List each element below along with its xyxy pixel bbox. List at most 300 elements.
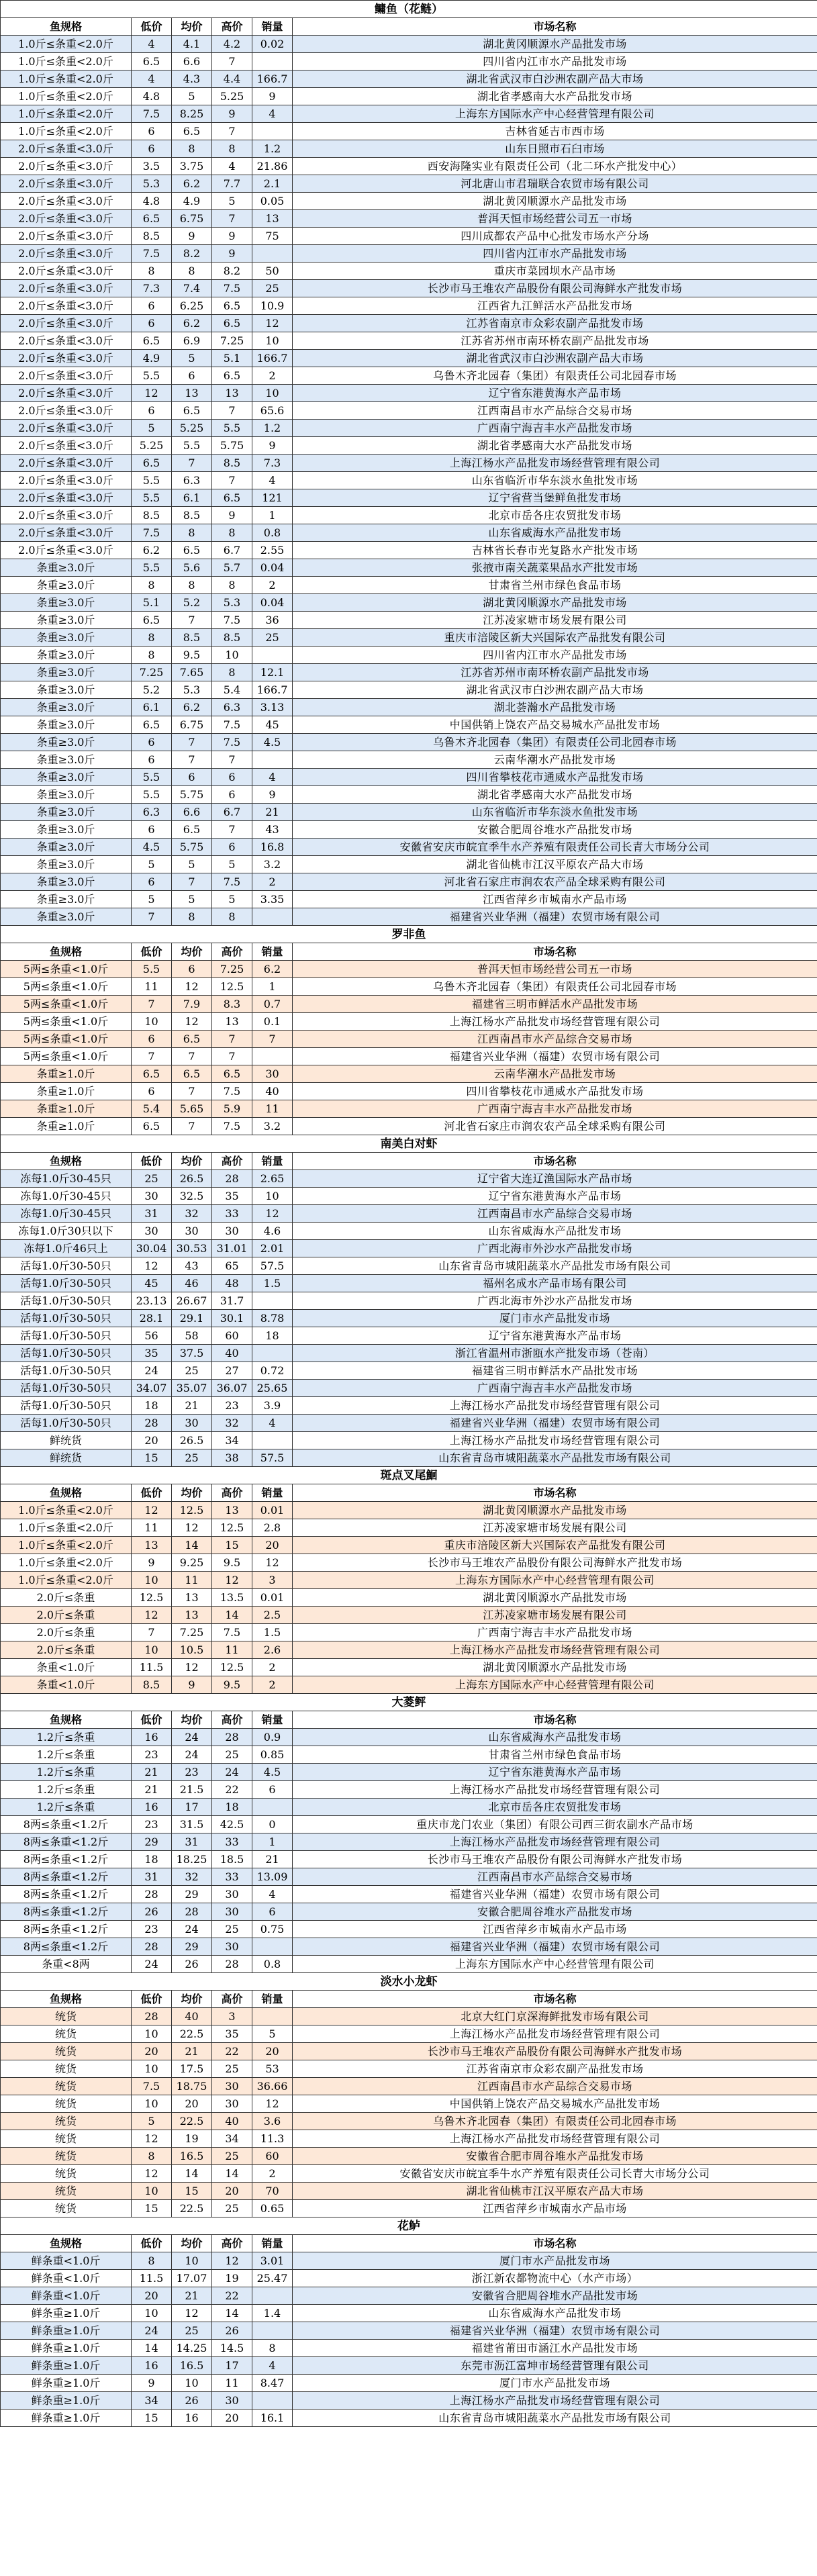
avg-price-cell: 30 [172,1415,212,1432]
avg-price-cell: 16 [172,2410,212,2427]
high-price-cell: 60 [212,1327,252,1345]
volume-cell: 65.6 [252,402,293,420]
avg-price-cell: 28 [172,1903,212,1921]
table-row [1,2392,817,2410]
market-name-cell: 上海江杨水产品批发市场经营管理有限公司 [293,1397,817,1415]
volume-cell: 1 [252,1833,293,1851]
high-price-cell: 7.5 [212,873,252,891]
table-row [1,839,817,856]
low-price-cell: 10 [132,2183,172,2200]
header-spec: 鱼规格 [1,18,132,36]
spec-cell: 2.0斤≤条重<3.0斤 [1,437,132,455]
volume-cell: 8.47 [252,2375,293,2392]
market-name-cell: 江西南昌市水产品综合交易市场 [293,1031,817,1048]
avg-price-cell: 24 [172,1729,212,1746]
high-price-cell: 7 [212,402,252,420]
high-price-cell: 31.7 [212,1292,252,1310]
high-price-cell: 7.25 [212,961,252,978]
low-price-cell: 10 [132,1641,172,1659]
table-row [1,2008,817,2025]
market-name-cell: 福州名成水产品市场有限公司 [293,1275,817,1292]
header-avg: 均价 [172,1484,212,1502]
market-name-cell: 山东省威海水产品批发市场 [293,524,817,542]
avg-price-cell: 6 [172,769,212,786]
avg-price-cell: 29 [172,1886,212,1903]
volume-cell: 2 [252,577,293,594]
low-price-cell: 6.5 [132,455,172,472]
volume-cell [252,123,293,140]
low-price-cell: 5.2 [132,681,172,699]
volume-cell: 0.01 [252,1502,293,1519]
spec-cell: 8两≤条重<1.2斤 [1,1886,132,1903]
avg-price-cell: 29.1 [172,1310,212,1327]
high-price-cell: 5.75 [212,437,252,455]
avg-price-cell: 25 [172,1362,212,1380]
volume-cell: 25 [252,629,293,647]
volume-cell: 1.2 [252,140,293,158]
low-price-cell: 11 [132,978,172,996]
market-name-cell: 上海江杨水产品批发市场经营管理有限公司 [293,2025,817,2043]
avg-price-cell: 19 [172,2130,212,2148]
table-row [1,175,817,193]
market-name-cell: 湖北省武汉市白沙洲农副产品大市场 [293,681,817,699]
volume-cell [252,751,293,769]
volume-cell: 0.8 [252,1956,293,1973]
market-name-cell: 江苏省南京市众彩农副产品批发市场 [293,2060,817,2078]
high-price-cell: 8.5 [212,455,252,472]
spec-cell: 2.0斤≤条重<3.0斤 [1,367,132,385]
high-price-cell: 18 [212,1799,252,1816]
avg-price-cell: 7.4 [172,280,212,297]
low-price-cell: 6 [132,873,172,891]
spec-cell: 统货 [1,2183,132,2200]
table-row [1,280,817,297]
avg-price-cell: 12 [172,1659,212,1676]
market-name-cell: 江苏省南京市众彩农副产品批发市场 [293,315,817,332]
avg-price-cell: 6.3 [172,472,212,489]
spec-cell: 2.0斤≤条重<3.0斤 [1,350,132,367]
table-row [1,1415,817,1432]
header-market: 市场名称 [293,2235,817,2252]
spec-cell: 2.0斤≤条重<3.0斤 [1,193,132,210]
low-price-cell: 31 [132,1205,172,1223]
low-price-cell: 4 [132,70,172,88]
low-price-cell: 5 [132,2113,172,2130]
table-row [1,437,817,455]
low-price-cell: 5.3 [132,175,172,193]
table-row [1,123,817,140]
high-price-cell: 33 [212,1833,252,1851]
market-name-cell: 中国供销上饶农产品交易城水产品批发市场 [293,2095,817,2113]
low-price-cell: 25 [132,1170,172,1188]
header-market: 市场名称 [293,1711,817,1729]
low-price-cell: 6.1 [132,699,172,716]
spec-cell: 2.0斤≤条重<3.0斤 [1,489,132,507]
low-price-cell: 5.5 [132,489,172,507]
high-price-cell: 12.5 [212,978,252,996]
spec-cell: 鲜条重≥1.0斤 [1,2322,132,2340]
volume-cell: 2.1 [252,175,293,193]
market-name-cell: 山东省临沂市华东淡水鱼批发市场 [293,472,817,489]
spec-cell: 2.0斤≤条重<3.0斤 [1,263,132,280]
low-price-cell: 23.13 [132,1292,172,1310]
header-high: 高价 [212,2235,252,2252]
spec-cell: 8两≤条重<1.2斤 [1,1833,132,1851]
section-title: 罗非鱼 [1,926,817,943]
avg-price-cell: 6.75 [172,716,212,734]
spec-cell: 冻每1.0斤30-45只 [1,1188,132,1205]
header-spec: 鱼规格 [1,1484,132,1502]
table-row [1,2060,817,2078]
volume-cell: 4.6 [252,1223,293,1240]
low-price-cell: 18 [132,1397,172,1415]
avg-price-cell: 5.5 [172,437,212,455]
high-price-cell: 48 [212,1275,252,1292]
avg-price-cell: 26.5 [172,1170,212,1188]
high-price-cell: 7 [212,751,252,769]
avg-price-cell: 9 [172,228,212,245]
market-name-cell: 广西南宁海吉丰水产品批发市场 [293,420,817,437]
high-price-cell: 27 [212,1362,252,1380]
volume-cell: 45 [252,716,293,734]
low-price-cell: 10 [132,2060,172,2078]
high-price-cell: 25 [212,2148,252,2165]
high-price-cell: 22 [212,2043,252,2060]
avg-price-cell: 8.5 [172,629,212,647]
table-row [1,2165,817,2183]
low-price-cell: 12 [132,1257,172,1275]
volume-cell: 13.09 [252,1868,293,1886]
high-price-cell: 9 [212,245,252,263]
high-price-cell: 6.5 [212,489,252,507]
table-row [1,455,817,472]
market-name-cell: 长沙市马王堆农产品股份有限公司海鲜水产批发市场 [293,2043,817,2060]
low-price-cell: 6.5 [132,1118,172,1135]
high-price-cell: 14 [212,2305,252,2322]
spec-cell: 8两≤条重<1.2斤 [1,1851,132,1868]
spec-cell: 条重≥3.0斤 [1,734,132,751]
table-row [1,158,817,175]
market-name-cell: 福建省三明市鲜活水产品批发市场 [293,996,817,1013]
table-row [1,315,817,332]
table-row [1,1257,817,1275]
spec-cell: 冻每1.0斤46只上 [1,1240,132,1257]
spec-cell: 8两≤条重<1.2斤 [1,1816,132,1833]
market-name-cell: 四川成都农产品中心批发市场水产分场 [293,228,817,245]
spec-cell: 条重≥3.0斤 [1,629,132,647]
low-price-cell: 14 [132,2340,172,2357]
spec-cell: 条重≥1.0斤 [1,1118,132,1135]
high-price-cell: 6.5 [212,315,252,332]
low-price-cell: 6 [132,734,172,751]
volume-cell [252,1938,293,1956]
avg-price-cell: 24 [172,1921,212,1938]
avg-price-cell: 7 [172,873,212,891]
market-name-cell: 湖北黄冈顺源水产品批发市场 [293,36,817,53]
market-name-cell: 上海东方国际水产中心经营管理有限公司 [293,1572,817,1589]
table-row [1,1362,817,1380]
table-row [1,263,817,280]
high-price-cell: 8 [212,577,252,594]
section-title-row [1,1,817,18]
avg-price-cell: 26 [172,1956,212,1973]
volume-cell: 57.5 [252,1257,293,1275]
spec-cell: 2.0斤≤条重<3.0斤 [1,472,132,489]
volume-cell [252,245,293,263]
table-row [1,1956,817,1973]
low-price-cell: 7 [132,1048,172,1065]
market-name-cell: 山东省青岛市城阳蔬菜水产品批发市场有限公司 [293,2410,817,2427]
table-row [1,2148,817,2165]
market-name-cell: 湖北省孝感南大水产品批发市场 [293,786,817,804]
low-price-cell: 5.5 [132,472,172,489]
high-price-cell: 13.5 [212,1589,252,1607]
low-price-cell: 21 [132,1764,172,1781]
spec-cell: 统货 [1,2113,132,2130]
section-title-row [1,2217,817,2235]
avg-price-cell: 30.53 [172,1240,212,1257]
low-price-cell: 13 [132,1537,172,1554]
header-vol: 销量 [252,1991,293,2008]
low-price-cell: 15 [132,2410,172,2427]
volume-cell: 21 [252,804,293,821]
avg-price-cell: 6.5 [172,542,212,559]
market-name-cell: 江西省萍乡市城南水产品市场 [293,1921,817,1938]
spec-cell: 2.0斤≤条重<3.0斤 [1,210,132,228]
market-name-cell: 广西北海市外沙水产品批发市场 [293,1240,817,1257]
high-price-cell: 7.5 [212,612,252,629]
spec-cell: 鲜条重<1.0斤 [1,2287,132,2305]
spec-cell: 8两≤条重<1.2斤 [1,1903,132,1921]
volume-cell: 2 [252,2165,293,2183]
spec-cell: 活每1.0斤30-50只 [1,1380,132,1397]
table-row [1,1240,817,1257]
high-price-cell: 13 [212,1502,252,1519]
avg-price-cell: 13 [172,1607,212,1624]
volume-cell: 4 [252,105,293,123]
table-row [1,647,817,664]
high-price-cell: 28 [212,1956,252,1973]
section-title-row [1,1973,817,1991]
low-price-cell: 7.5 [132,105,172,123]
high-price-cell: 5.7 [212,559,252,577]
market-name-cell: 福建省兴业华洲（福建）农贸市场有限公司 [293,1938,817,1956]
table-row [1,769,817,786]
low-price-cell: 8 [132,263,172,280]
low-price-cell: 16 [132,1729,172,1746]
volume-cell: 3.35 [252,891,293,908]
high-price-cell: 38 [212,1449,252,1467]
table-row [1,1519,817,1537]
volume-cell: 57.5 [252,1449,293,1467]
avg-price-cell: 6.5 [172,402,212,420]
high-price-cell: 14 [212,1607,252,1624]
avg-price-cell: 5.65 [172,1100,212,1118]
high-price-cell: 7 [212,210,252,228]
spec-cell: 条重≥1.0斤 [1,1065,132,1083]
table-row [1,1903,817,1921]
avg-price-cell: 35.07 [172,1380,212,1397]
table-row [1,140,817,158]
avg-price-cell: 31.5 [172,1816,212,1833]
section-title-row [1,926,817,943]
market-name-cell: 江苏凌家塘市场发展有限公司 [293,612,817,629]
high-price-cell: 7 [212,123,252,140]
low-price-cell: 29 [132,1833,172,1851]
table-row [1,2095,817,2113]
low-price-cell: 6.5 [132,53,172,70]
volume-cell [252,1799,293,1816]
header-avg: 均价 [172,1153,212,1170]
spec-cell: 1.2斤≤条重 [1,1746,132,1764]
low-price-cell: 30 [132,1188,172,1205]
volume-cell: 1.2 [252,420,293,437]
avg-price-cell: 7.25 [172,1624,212,1641]
header-market: 市场名称 [293,1153,817,1170]
header-spec: 鱼规格 [1,2235,132,2252]
market-name-cell: 上海江杨水产品批发市场经营管理有限公司 [293,2392,817,2410]
spec-cell: 条重≥3.0斤 [1,699,132,716]
volume-cell: 10 [252,1188,293,1205]
table-row [1,751,817,769]
low-price-cell: 9 [132,1554,172,1572]
avg-price-cell: 10 [172,2252,212,2270]
high-price-cell: 6.5 [212,367,252,385]
volume-cell: 25 [252,280,293,297]
volume-cell: 21.86 [252,158,293,175]
high-price-cell: 9.5 [212,1554,252,1572]
high-price-cell: 3 [212,2008,252,2025]
low-price-cell: 28 [132,1415,172,1432]
table-row [1,350,817,367]
market-name-cell: 广西南宁海吉丰水产品批发市场 [293,1100,817,1118]
avg-price-cell: 31 [172,1833,212,1851]
market-name-cell: 山东省威海水产品批发市场 [293,1729,817,1746]
volume-cell: 0.01 [252,1589,293,1607]
avg-price-cell: 8 [172,524,212,542]
high-price-cell: 5.3 [212,594,252,612]
spec-cell: 条重≥3.0斤 [1,559,132,577]
market-name-cell: 江西省萍乡市城南水产品市场 [293,891,817,908]
avg-price-cell: 30 [172,1223,212,1240]
volume-cell: 4 [252,1886,293,1903]
market-name-cell: 上海东方国际水产中心经营管理有限公司 [293,1956,817,1973]
low-price-cell: 5.4 [132,1100,172,1118]
header-high: 高价 [212,1153,252,1170]
market-name-cell: 吉林省长春市光复路水产批发市场 [293,542,817,559]
header-vol: 销量 [252,1153,293,1170]
header-high: 高价 [212,18,252,36]
table-row [1,664,817,681]
market-name-cell: 山东省青岛市城阳蔬菜水产品批发市场有限公司 [293,1257,817,1275]
spec-cell: 1.0斤≤条重<2.0斤 [1,36,132,53]
table-row [1,1833,817,1851]
table-row [1,1292,817,1310]
spec-cell: 1.0斤≤条重<2.0斤 [1,1537,132,1554]
avg-price-cell: 9 [172,1676,212,1694]
section-title: 斑点叉尾鮰 [1,1467,817,1484]
market-name-cell: 安徽省合肥周谷堆水产品批发市场 [293,2287,817,2305]
price-table-body [1,1,817,2427]
avg-price-cell: 25 [172,2322,212,2340]
spec-cell: 条重≥3.0斤 [1,804,132,821]
low-price-cell: 6.5 [132,210,172,228]
volume-cell [252,1345,293,1362]
table-row [1,612,817,629]
table-row [1,367,817,385]
high-price-cell: 8 [212,140,252,158]
high-price-cell: 8.3 [212,996,252,1013]
low-price-cell: 6 [132,751,172,769]
high-price-cell: 30 [212,2078,252,2095]
volume-cell: 166.7 [252,70,293,88]
market-name-cell: 上海东方国际水产中心经营管理有限公司 [293,105,817,123]
avg-price-cell: 22.5 [172,2200,212,2217]
market-name-cell: 上海江杨水产品批发市场经营管理有限公司 [293,2130,817,2148]
volume-cell: 9 [252,88,293,105]
market-name-cell: 四川省攀枝花市通威水产品批发市场 [293,769,817,786]
avg-price-cell: 4.9 [172,193,212,210]
high-price-cell: 6.7 [212,542,252,559]
avg-price-cell: 12 [172,1013,212,1031]
table-row [1,1868,817,1886]
avg-price-cell: 32 [172,1868,212,1886]
spec-cell: 条重≥3.0斤 [1,856,132,873]
high-price-cell: 22 [212,2287,252,2305]
high-price-cell: 7.25 [212,332,252,350]
spec-cell: 2.0斤≤条重 [1,1589,132,1607]
section-title-row [1,1694,817,1711]
volume-cell: 30 [252,1065,293,1083]
header-low: 低价 [132,1484,172,1502]
spec-cell: 2.0斤≤条重<3.0斤 [1,402,132,420]
table-row [1,1589,817,1607]
high-price-cell: 19 [212,2270,252,2287]
spec-cell: 1.0斤≤条重<2.0斤 [1,1502,132,1519]
high-price-cell: 5 [212,891,252,908]
table-row [1,1118,817,1135]
avg-price-cell: 8 [172,577,212,594]
avg-price-cell: 12 [172,2305,212,2322]
market-name-cell: 江西省萍乡市城南水产品市场 [293,2200,817,2217]
table-row [1,908,817,926]
table-row [1,1729,817,1746]
spec-cell: 条重≥1.0斤 [1,1083,132,1100]
volume-cell [252,908,293,926]
header-high: 高价 [212,1711,252,1729]
low-price-cell: 10 [132,2025,172,2043]
table-row [1,2025,817,2043]
table-row [1,559,817,577]
avg-price-cell: 29 [172,1938,212,1956]
avg-price-cell: 10.5 [172,1641,212,1659]
avg-price-cell: 5.6 [172,559,212,577]
market-name-cell: 福建省兴业华洲（福建）农贸市场有限公司 [293,2322,817,2340]
table-row [1,2130,817,2148]
low-price-cell: 5.5 [132,961,172,978]
spec-cell: 2.0斤≤条重<3.0斤 [1,420,132,437]
avg-price-cell: 5.3 [172,681,212,699]
low-price-cell: 6.5 [132,716,172,734]
table-row [1,996,817,1013]
market-name-cell: 厦门市水产品批发市场 [293,2252,817,2270]
spec-cell: 1.2斤≤条重 [1,1781,132,1799]
market-name-cell: 辽宁省东港黄海水产品市场 [293,1327,817,1345]
volume-cell: 3 [252,1572,293,1589]
volume-cell: 1.4 [252,2305,293,2322]
high-price-cell: 11 [212,2375,252,2392]
high-price-cell: 30 [212,1903,252,1921]
